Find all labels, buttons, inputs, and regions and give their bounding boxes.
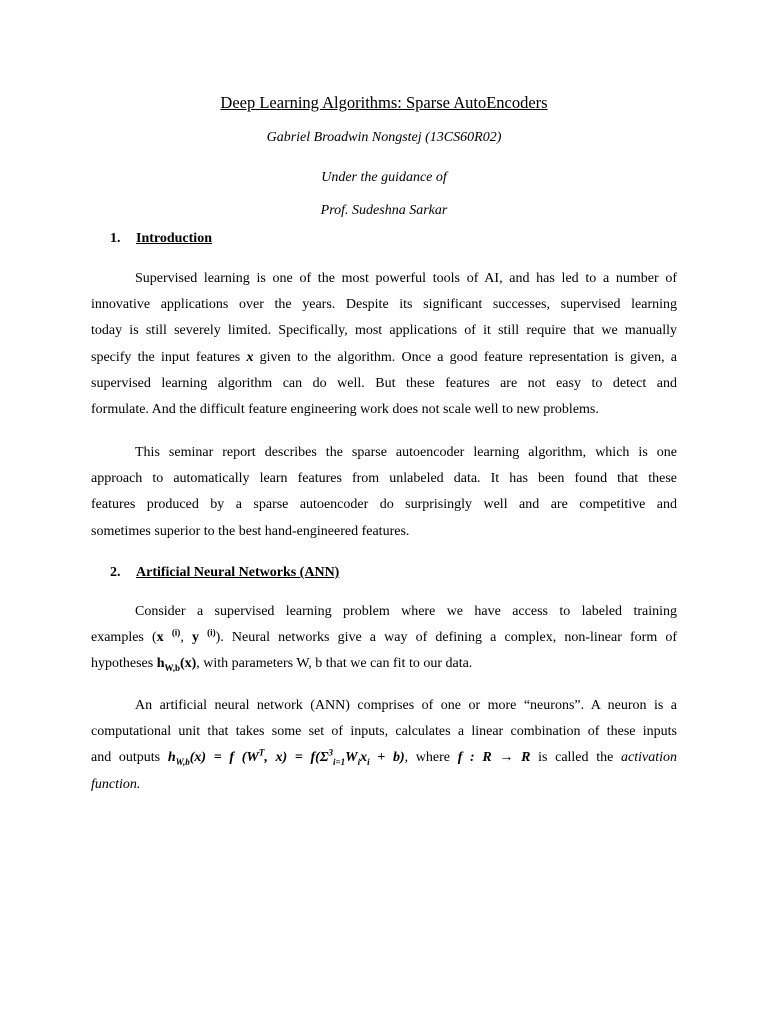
text-line: sometimes superior to the best hand-engineered features. [91, 523, 410, 539]
section-number: 1. [110, 231, 121, 246]
author-line: Gabriel Broadwin Nongstej (13CS60R02) [266, 130, 502, 145]
paragraph-ann-1 [91, 599, 677, 678]
text-line: This seminar report describes the sparse autoencoder learning algorithm, which is one [135, 445, 677, 460]
text-line: An artificial neural network (ANN) comprises of one or more “neurons”. A neuron is a [135, 698, 677, 713]
text-line: Consider a supervised learning problem where we have access to labeled training [135, 604, 677, 619]
text-line: specify the input features x given to the algorithm. Once a good feature representation is given, a [91, 349, 677, 365]
guide-name: Prof. Sudeshna Sarkar [320, 203, 448, 218]
text-line: Supervised learning is one of the most powerful tools of AI, and has led to a number of [135, 271, 677, 286]
text-line: features produced by a sparse autoencoder do surprisingly well and are competitive and [91, 497, 677, 513]
text-line: function. [91, 776, 141, 792]
guidance-label: Under the guidance of [321, 170, 447, 185]
text-line: examples (x $^{(i)}$, y $^{(i)}$). Neural networks give a way of defining a complex, non-linear form of [91, 627, 678, 646]
text-line: today is still severely limited. Specifically, most applications of it still require that we manually [91, 323, 677, 339]
text-line: hypotheses $h_{W,b}(x)$, with parameters W, b that we can fit to our data. [91, 656, 473, 674]
text-line: formulate. And the difficult feature engineering work does not scale well to new problems. [91, 401, 599, 417]
paragraph-ann-2 [91, 693, 677, 798]
section-heading-introduction [110, 231, 212, 247]
text-line: innovative applications over the years. Despite its significant successes, supervised learning [91, 297, 677, 313]
paragraph-intro-1 [91, 266, 677, 423]
text-line: supervised learning algorithm can do well. But these features are not easy to detect and [91, 375, 677, 391]
section-title: Artificial Neural Networks (ANN) [136, 565, 340, 580]
section-number: 2. [110, 565, 121, 580]
document-title: Deep Learning Algorithms: Sparse AutoEncoders [220, 93, 548, 112]
text-line: and outputs $h_{W,b}(x) = f$ ($W^T$, $x) = f(\Sigma^3_{i=1}W_ix_i + b)$, where f : R → R is called the activation [91, 747, 677, 768]
text-line: computational unit that takes some set of inputs, calculates a linear combination of these inputs [91, 724, 677, 740]
text-line: approach to automatically learn features from unlabeled data. It has been found that these [91, 471, 677, 487]
paragraph-intro-2 [91, 440, 677, 545]
section-title: Introduction [136, 231, 212, 246]
section-heading-ann [110, 565, 339, 581]
